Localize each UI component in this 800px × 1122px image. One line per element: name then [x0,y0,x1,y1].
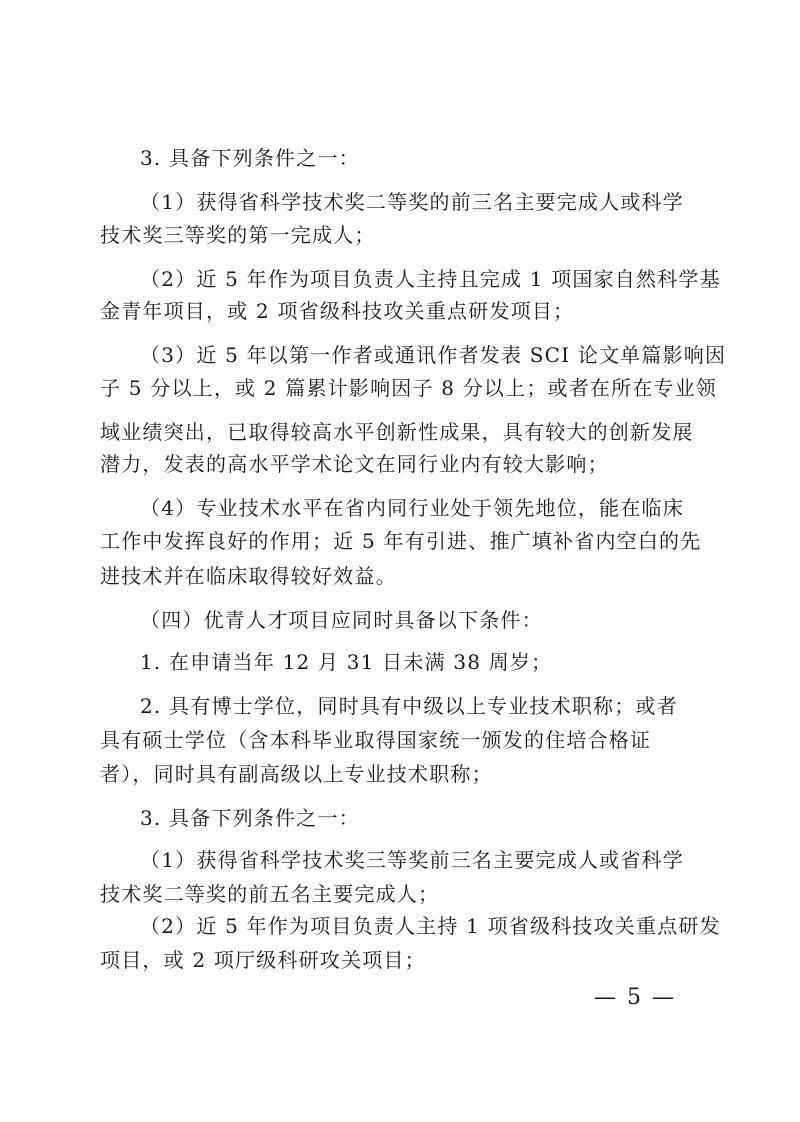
paragraph-line: （1）获得省科学技术奖二等奖的前三名主要完成人或科学 [140,190,684,214]
paragraph-line: 2. 具有博士学位，同时具有中级以上专业技术职称；或者 [140,694,678,718]
condition-heading: 3. 具备下列条件之一： [140,806,360,830]
paragraph-line: 域业绩突出，已取得较高水平创新性成果，具有较大的创新发展 [100,420,694,444]
paragraph-line: 1. 在申请当年 12 月 31 日未满 38 周岁； [140,650,553,674]
paragraph-line: 技术奖二等奖的前五名主要完成人； [100,882,440,906]
paragraph-line: 潜力，发表的高水平学术论文在同行业内有较大影响； [100,452,609,476]
page-number: — 5 — [594,985,676,1010]
paragraph-line: （2）近 5 年作为项目负责人主持且完成 1 项国家自然科学基 [140,267,721,291]
paragraph-line: 子 5 分以上，或 2 篇累计影响因子 8 分以上；或者在所在专业领 [100,376,718,400]
paragraph-line: 者），同时具有副高级以上专业技术职称； [100,762,493,786]
paragraph-line: （2）近 5 年作为项目负责人主持 1 项省级科技攻关重点研发 [140,914,721,938]
paragraph-line: （3）近 5 年以第一作者或通讯作者发表 SCI 论文单篇影响因 [140,343,727,367]
paragraph-line: （4）专业技术水平在省内同行业处于领先地位，能在临床 [140,496,684,520]
section-heading: （四）优青人才项目应同时具备以下条件： [140,608,543,632]
paragraph-line: 工作中发挥良好的作用；近 5 年有引进、推广填补省内空白的先 [100,529,702,553]
paragraph-line: 具有硕士学位（含本科毕业取得国家统一颁发的住培合格证 [100,728,652,752]
paragraph-line: 进技术并在临床取得较好效益。 [100,564,397,588]
paragraph-line: （1）获得省科学技术奖三等奖前三名主要完成人或省科学 [140,848,684,872]
paragraph-line: 金青年项目，或 2 项省级科技攻关重点研发项目； [100,299,575,323]
condition-heading: 3. 具备下列条件之一： [140,146,360,170]
paragraph-line: 项目，或 2 项厅级科研攻关项目； [100,948,426,972]
paragraph-line: 技术奖三等奖的第一完成人； [100,223,376,247]
